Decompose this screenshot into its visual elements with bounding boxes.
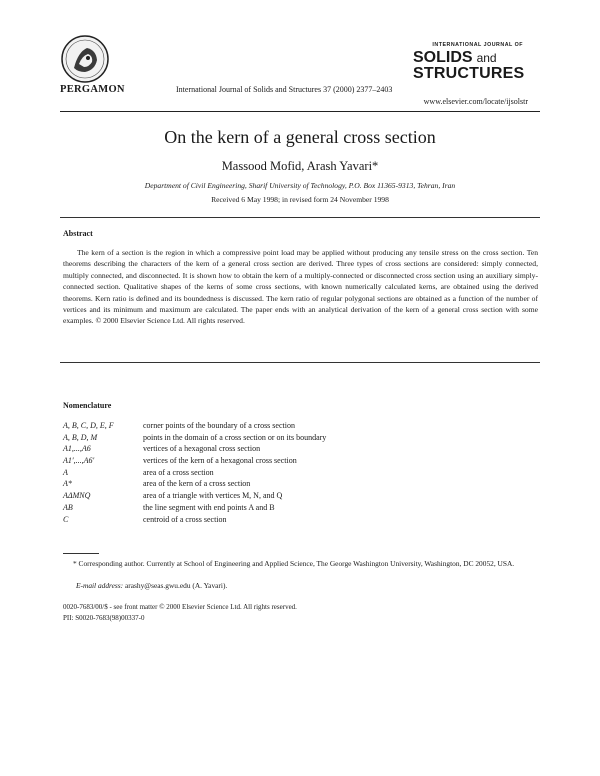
- nomenclature-symbol: AΔMNQ: [63, 491, 91, 501]
- nomenclature-row: [63, 502, 326, 514]
- nomenclature-definition: area of a cross section: [143, 467, 214, 477]
- nomenclature-row: [63, 467, 326, 479]
- paper-title: On the kern of a general cross section: [164, 127, 436, 147]
- email-address[interactable]: arashy@seas.gwu.edu (A. Yavari).: [125, 581, 228, 590]
- corresponding-author-text: * Corresponding author. Currently at School of Engineering and Applied Science, The George Washington University, Washington, DC 20052, USA.: [73, 559, 515, 568]
- nomenclature-symbol: A, B, C, D, E, F: [63, 421, 114, 430]
- nomenclature-symbol: A1,...,A6: [63, 444, 91, 454]
- masthead-structures: STRUCTURES: [413, 65, 525, 82]
- journal-masthead: [413, 42, 523, 81]
- nomenclature-row: [63, 478, 326, 490]
- journal-reference: International Journal of Solids and Structures 37 (2000) 2377–2403: [176, 85, 393, 94]
- nomenclature-row: [63, 432, 326, 444]
- nomenclature-definition: vertices of the kern of a hexagonal cross section: [143, 456, 297, 466]
- footnote-rule: [63, 553, 99, 554]
- email-footnote: [76, 581, 227, 590]
- nomenclature-symbol: A: [63, 467, 68, 477]
- nomenclature-row: [63, 443, 326, 455]
- abstract-heading: Abstract: [63, 229, 93, 238]
- corresponding-author-footnote: [63, 558, 538, 569]
- nomenclature-symbol: A*: [63, 479, 72, 489]
- received-dates: Received 6 May 1998; in revised form 24 November 1998: [211, 195, 389, 204]
- nomenclature-row: [63, 420, 326, 432]
- masthead-solids: SOLIDS: [413, 49, 473, 66]
- publisher-name: PERGAMON: [60, 84, 125, 95]
- author-affiliation: Department of Civil Engineering, Sharif University of Technology, P.O. Box 11365-9313, Tehran, Iran: [144, 181, 456, 190]
- paper-authors: Massood Mofid, Arash Yavari*: [221, 159, 379, 173]
- nomenclature-definition: centroid of a cross section: [143, 514, 227, 524]
- masthead-top-line: INTERNATIONAL JOURNAL OF: [432, 42, 523, 48]
- abstract-text: The kern of a section is the region in which a compressive point load may be applied without producing any tensile stress on the cross section. Ten theorems describing the characters of the kern of a general cross section are derived. Three types of cross sections are considered: simply connected, multiply connected, and disconnected. It is shown how to obtain the kern of a multiply-connected or disconnected cross section using an auxiliary simply-connected section. Qualitative shapes of the kerns of some cross sections, with known numerically calculated kerns, are obtained using the derived theorems. Kern ratio is defined and its boundedness is discussed. The kern ratio of regular polygonal sections are obtained as a function of the number of vertices and its minimum and maximum are calculated. The paper ends with an analytical derivation of the kern of a general cross section with some examples. © 2000 Elsevier Science Ltd. All rights reserved.: [63, 248, 538, 326]
- nomenclature-symbol: C: [63, 514, 69, 524]
- nomenclature-definition: points in the domain of a cross section or on its boundary: [143, 432, 327, 442]
- nomenclature-row: [63, 514, 326, 526]
- abstract-top-rule: [60, 217, 540, 218]
- masthead-and: and: [476, 51, 497, 65]
- nomenclature-row: [63, 490, 326, 502]
- email-label: E-mail address:: [76, 581, 124, 590]
- nomenclature-definition: area of a triangle with vertices M, N, and Q: [143, 491, 283, 501]
- journal-website-link[interactable]: www.elsevier.com/locate/ijsolstr: [423, 97, 528, 106]
- header-rule: [60, 111, 540, 112]
- pii-line: PII: S0020-7683(98)00337-0: [63, 614, 145, 622]
- nomenclature-definition: vertices of a hexagonal cross section: [143, 444, 261, 454]
- issn-line: 0020-7683/00/$ - see front matter © 2000 Elsevier Science Ltd. All rights reserved.: [63, 603, 297, 611]
- nomenclature-symbol: A, B, D, M: [63, 432, 98, 442]
- nomenclature-row: [63, 455, 326, 467]
- nomenclature-symbol: A1′,...,A6′: [63, 456, 95, 466]
- nomenclature-definition: the line segment with end points A and B: [143, 502, 275, 512]
- nomenclature-definition: area of the kern of a cross section: [143, 479, 251, 489]
- nomenclature-heading: Nomenclature: [63, 401, 112, 410]
- nomenclature-table: [63, 420, 326, 525]
- nomenclature-definition: corner points of the boundary of a cross section: [143, 421, 295, 430]
- abstract-bottom-rule: [60, 362, 540, 363]
- nomenclature-symbol: AB: [63, 502, 73, 512]
- elsevier-tree-logo: [60, 34, 110, 84]
- front-matter: [63, 602, 297, 624]
